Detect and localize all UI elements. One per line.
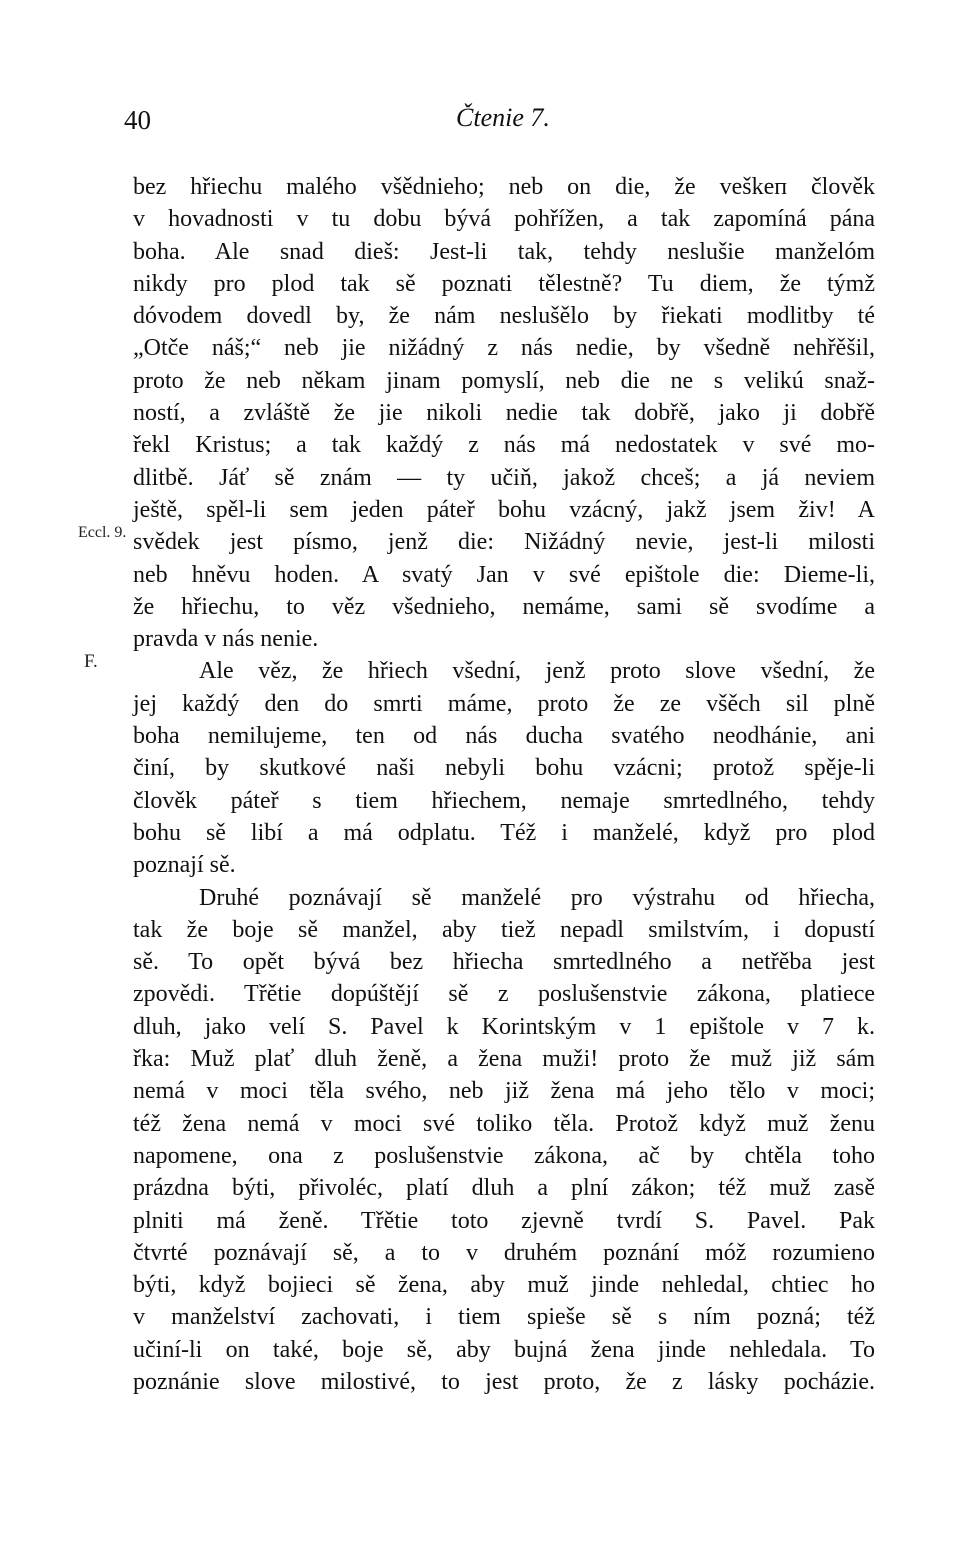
- text-line: býti, když bojieci sě žena, aby muž jinde nehledal, chtiec ho: [133, 1272, 875, 1299]
- text-line: bez hřiechu malého všědnieho; neb on die, že veškeп člověk: [133, 174, 875, 200]
- text-line: též žena nemá v moci své toliko těla. Protož když muž ženu: [133, 1110, 875, 1137]
- margin-note-f: F.: [84, 651, 98, 672]
- text-line: boha nemilujeme, ten od nás ducha svatého neodhánie, ani: [133, 723, 875, 750]
- text-line: dóvodem dovedl by, že nám neslušělo by řiekati modlitby té: [133, 303, 875, 330]
- text-line: Ale věz, že hřiech všední, jenž proto slove všední, že: [199, 658, 875, 685]
- text-line: sě. To opět bývá bez hřiecha smrtedlného a netřěba jest: [133, 949, 875, 976]
- text-line: boha. Ale snad dieš: Jest-li tak, tehdy neslušie manželóm: [133, 238, 875, 265]
- text-line: jej každý den do smrti máme, proto že ze všěch sil plně: [133, 690, 875, 717]
- text-line: řekl Kristus; a tak každý z nás má nedostatek v své mo-: [133, 432, 875, 459]
- text-line: poznánie slove milostivé, to jest proto, že z lásky pocházie.: [133, 1368, 875, 1395]
- text-line: zpovědi. Třětie dopúštějí sě z poslušenstvie zákona, platiece: [133, 981, 875, 1008]
- text-line: činí, by skutkové naši nebyli bohu vzácni; protož spěje-li: [133, 755, 875, 782]
- text-line: nikdy pro plod tak sě poznati tělestně? Tu diem, že týmž: [133, 270, 875, 297]
- margin-note-eccl: Eccl. 9.: [78, 524, 127, 541]
- text-line: v manželství zachovati, i tiem spieše sě s ním pozná; též: [133, 1304, 875, 1331]
- text-line: Druhé poznávají sě manželé pro výstrahu od hřiecha,: [199, 884, 875, 911]
- text-line: v hovadnosti v tu dobu bývá pohřížen, a tak zapomíná pána: [133, 206, 875, 233]
- text-line: bohu sě libí a má odplatu. Též i manželé, když pro plod: [133, 819, 875, 846]
- text-line: člověk páteř s tiem hřiechem, nemaje smrtedlného, tehdy: [133, 787, 875, 814]
- text-line: neb hněvu hoden. A svatý Jan v své epištole die: Dieme-li,: [133, 561, 875, 588]
- text-line: učiní-li on také, boje sě, aby bujná žena jinde nehledala. To: [133, 1336, 875, 1363]
- text-line: ností, a zvláště že jie nikoli nedie tak dobřě, jako ji dobřě: [133, 400, 875, 427]
- running-title: Čtenie 7.: [456, 103, 550, 132]
- text-line: napomene, ona z poslušenstvie zákona, ač by chtěla toho: [133, 1142, 875, 1169]
- text-line: že hřiechu, to věz všednieho, nemáme, sami sě svodíme a: [133, 593, 875, 620]
- text-line: dluh, jako velí S. Pavel k Korintským v 1 epištole v 7 k.: [133, 1013, 875, 1040]
- text-line: svědek jest písmo, jenž die: Nižádný nevie, jest-li milosti: [133, 529, 875, 556]
- text-line: plniti má ženě. Třětie toto zjevně tvrdí S. Pavel. Pak: [133, 1207, 875, 1234]
- body-text: [133, 171, 875, 1398]
- text-line: prázdna býti, přivoléc, platí dluh a plní zákon; též muž zasě: [133, 1175, 875, 1202]
- page-number: 40: [124, 105, 151, 135]
- text-line: tak že boje sě manžel, aby tiež nepadl smilstvím, i dopustí: [133, 916, 875, 943]
- text-line: poznají sě.: [133, 852, 236, 879]
- text-line: „Otče náš;“ neb jie nižádný z nás nedie, by všedně nehřěšil,: [133, 335, 875, 362]
- text-line: nemá v moci těla svého, neb již žena má jeho tělo v moci;: [133, 1078, 875, 1105]
- text-line: dlitbě. Jáť sě znám — ty učiň, jakož chceš; a já neviem: [133, 464, 875, 491]
- text-line: proto že neb někam jinam pomyslí, neb die ne s velikú snaž-: [133, 367, 875, 394]
- text-line: čtvrté poznávají sě, a to v druhém poznání móž rozumieno: [133, 1239, 875, 1266]
- text-line: řka: Muž plať dluh ženě, a žena muži! proto že muž již sám: [133, 1046, 875, 1073]
- text-line: pravda v nás nenie.: [133, 626, 319, 653]
- text-line: ještě, spěl-li sem jeden páteř bohu vzácný, jakž jsem živ! A: [133, 496, 875, 523]
